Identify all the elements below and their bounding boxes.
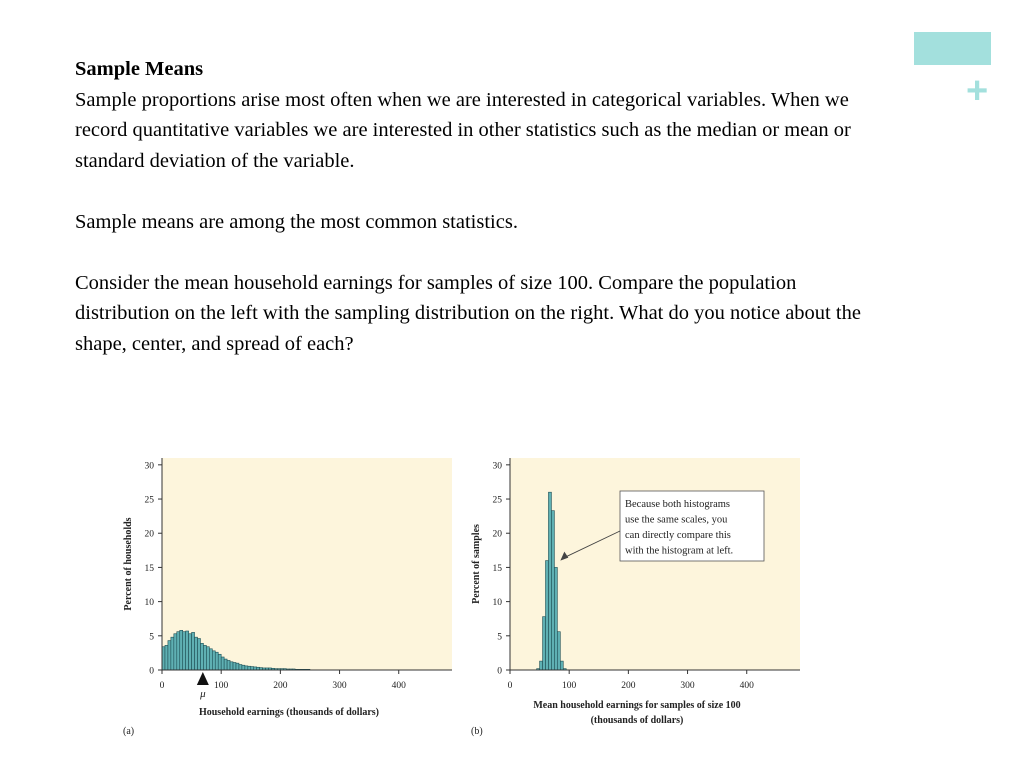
chart-a-y-tick-label: 0 [149,666,154,677]
chart-b-bar [551,511,554,670]
population-histogram-chart [118,450,463,745]
chart-b-y-tick-label: 30 [492,461,502,472]
chart-a-y-tick-label: 10 [144,598,154,609]
chart-a-bar [168,641,171,670]
chart-a-bar [183,632,186,670]
chart-b-x-axis-label: Mean household earnings for samples of size 100 [533,700,741,711]
chart-a-bar [165,645,168,670]
chart-a-bar [251,667,254,670]
chart-a-x-axis-label: Household earnings (thousands of dollars) [198,707,380,718]
chart-b-bar [557,632,560,670]
chart-a-bar [186,631,189,670]
chart-a-y-tick-label: 15 [144,563,154,574]
sampling-histogram-chart [466,450,811,745]
chart-b-bar [546,561,549,670]
chart-b-panel-label: (b) [471,726,483,737]
chart-a-bar [215,652,218,670]
chart-a-bar [212,651,215,670]
chart-a-bar [245,666,248,670]
plus-decoration: + [966,70,989,112]
chart-a-bar [206,647,209,670]
chart-b-x-tick-label: 400 [739,681,754,691]
chart-b-y-tick-label: 20 [492,529,502,540]
slide-title: Sample Means [75,58,204,80]
chart-b-x-tick-label: 0 [507,681,513,691]
chart-b-annotation-line: with the histogram at left. [625,545,734,557]
chart-a-x-tick-label: 200 [273,681,288,691]
chart-b-bar [540,661,543,670]
chart-a-x-tick-label: 300 [332,681,347,691]
slide-text [75,54,895,359]
chart-a-bar [195,637,198,670]
chart-a-bar [221,657,224,670]
chart-a-bar [209,649,212,670]
chart-a-bar [177,632,180,670]
chart-b-x-tick-label: 300 [680,681,695,691]
chart-a-y-tick-label: 20 [144,529,154,540]
chart-a-bar [239,665,242,670]
chart-b-bar [560,661,563,670]
chart-a-y-tick-label: 25 [144,495,154,506]
chart-a-x-tick-label: 0 [159,681,165,691]
chart-a-bar [227,660,230,670]
chart-b-y-tick-label: 25 [492,495,502,506]
chart-b-x-tick-label: 200 [621,681,636,691]
chart-a-y-tick-label: 5 [149,632,154,643]
chart-a-bar [203,645,206,670]
chart-b-annotation-line: can directly compare this [625,530,731,541]
chart-a-bar [180,630,183,670]
chart-a-bar [248,666,251,670]
chart-b-bar [548,492,551,670]
chart-b-annotation-line: use the same scales, you [625,514,728,526]
chart-b-x-axis-label-units: (thousands of dollars) [590,715,684,726]
chart-a-y-tick-label: 30 [144,461,154,472]
chart-b-bar [554,567,557,670]
chart-a-bar [189,634,192,670]
chart-a-plot-area [162,458,452,670]
chart-a-y-axis-label: Percent of households [123,517,134,611]
chart-a-bar [200,643,203,670]
chart-a-panel-label: (a) [123,726,135,737]
chart-a-bar [174,634,177,670]
chart-b-y-axis-label: Percent of samples [471,524,482,604]
paragraph-proportions: Sample proportions arise most often when we are interested in categorical variables. When we record quantitative variables we are interested in other statistics such as the median or mean or standard deviation of the variable. [75,88,851,172]
chart-b-annotation-line: Because both histograms [625,499,730,510]
paragraph-consider: Consider the mean household earnings for samples of size 100. Compare the population distribution on the left with the sampling distribution on the right. What do you notice about the shape, center, and spread of each? [75,271,861,355]
chart-b-y-tick-label: 10 [492,598,502,609]
accent-bar [914,32,991,65]
chart-a-bar [233,662,236,670]
chart-a-x-tick-label: 100 [214,681,229,691]
chart-a-bar [218,654,221,670]
chart-b-y-tick-label: 0 [497,666,502,677]
chart-a-x-tick-label: 400 [391,681,406,691]
chart-a-bar [198,639,201,670]
chart-a-bar [171,637,174,670]
chart-b-y-tick-label: 5 [497,632,502,643]
paragraph-sample-means: Sample means are among the most common statistics. [75,210,518,233]
chart-a-bar [192,632,195,670]
chart-a-mean-label: μ [200,688,206,700]
chart-a-bar [236,663,239,670]
chart-b-y-tick-label: 15 [492,563,502,574]
chart-a-mean-marker [197,672,209,685]
chart-a-bar [230,662,233,670]
chart-b-x-tick-label: 100 [562,681,577,691]
chart-a-bar [224,659,227,670]
chart-b-bar [543,617,546,670]
chart-a-bar [242,665,245,670]
